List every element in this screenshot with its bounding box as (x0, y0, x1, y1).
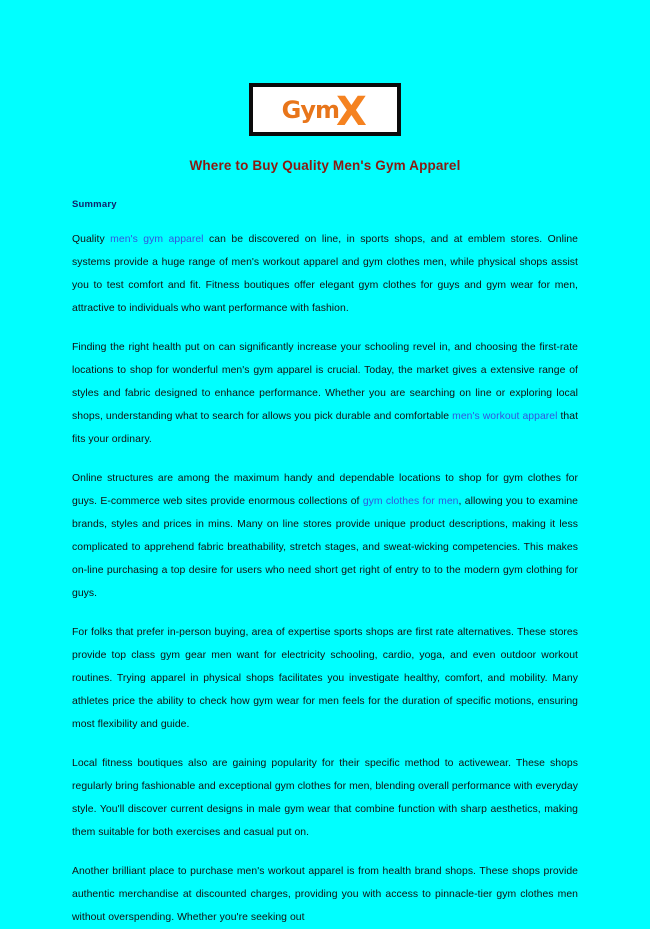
paragraph-text: Online structures are among the maximum handy and dependable locations to shop for gym clothes for guys. E-commerce web sites provide enormous collections of (72, 473, 578, 507)
summary-heading: Summary (72, 199, 117, 210)
gymx-logo (249, 83, 401, 136)
paragraph-text: , allowing you to examine brands, styles and prices in mins. Many on line stores provide unique product descriptions, making it less complicated to apprehend fabric breathability, stretch stages, and sweat-wicking competencies. This makes on-line purchasing a top desire for users who need short get right of entry to to the modern gym clothing for guys. (72, 496, 578, 599)
logo-x-icon: X (336, 88, 367, 135)
paragraph-text: Quality (72, 234, 111, 245)
document-body (0, 199, 650, 929)
logo-gym-text: Gym (281, 95, 339, 124)
page-title: Where to Buy Quality Men's Gym Apparel (189, 158, 461, 173)
logo-container (0, 0, 650, 136)
logo-wordmark (281, 88, 367, 135)
paragraph-text: that fits your ordinary. (72, 411, 579, 445)
paragraph-text: Local fitness boutiques also are gaining popularity for their specific method to activewear. These shops regularly bring fashionable and exceptional gym clothes for men, blending overall performance with everyday style. You'll discover current designs in male gym wear that combine function with sharp aesthetics, making them suitable for both exercises and casual put on. (72, 758, 578, 838)
body-paragraph (72, 467, 578, 605)
paragraph-list (72, 228, 578, 929)
paragraph-text: For folks that prefer in-person buying, area of expertise sports shops are first rate alternatives. These stores provide top class gym gear men want for electricity schooling, cardio, yoga, and even outdoor workout routines. Trying apparel in physical shops facilitates you investigate healthy, comfort, and mobility. Many athletes price the ability to check how gym wear for men feels for the duration of specific motions, ensuring most flexibility and guide. (72, 627, 578, 730)
body-paragraph (72, 336, 578, 451)
body-paragraph (72, 228, 578, 320)
inline-link[interactable]: men's gym apparel (110, 234, 204, 245)
paragraph-text: can be discovered on line, in sports shops, and at emblem stores. Online systems provide a huge range of men's workout apparel and gym clothes men, while physical shops assist you to test comfort and fit. Fitness boutiques offer elegant gym clothes for guys and gym wear for men, attractive to individuals who want performance with fashion. (72, 234, 578, 314)
body-paragraph (72, 752, 578, 844)
paragraph-text: Finding the right health put on can significantly increase your schooling revel in, and choosing the first-rate locations to shop for wonderful men's gym apparel is crucial. Today, the market gives a extensive range of styles and fabric designed to enhance performance. Whether you are searching on line or exploring local shops, understanding what to search for allows you pick durable and comfortable (72, 342, 578, 422)
body-paragraph (72, 860, 578, 929)
paragraph-text: Another brilliant place to purchase men's workout apparel is from health brand shops. These shops provide authentic merchandise at discounted charges, providing you with access to pinnacle-tier gym clothes men without overspending. Whether you're seeking out (72, 866, 578, 923)
inline-link[interactable]: men's workout apparel (452, 411, 558, 422)
inline-link[interactable]: gym clothes for men (362, 496, 459, 507)
body-paragraph (72, 621, 578, 736)
